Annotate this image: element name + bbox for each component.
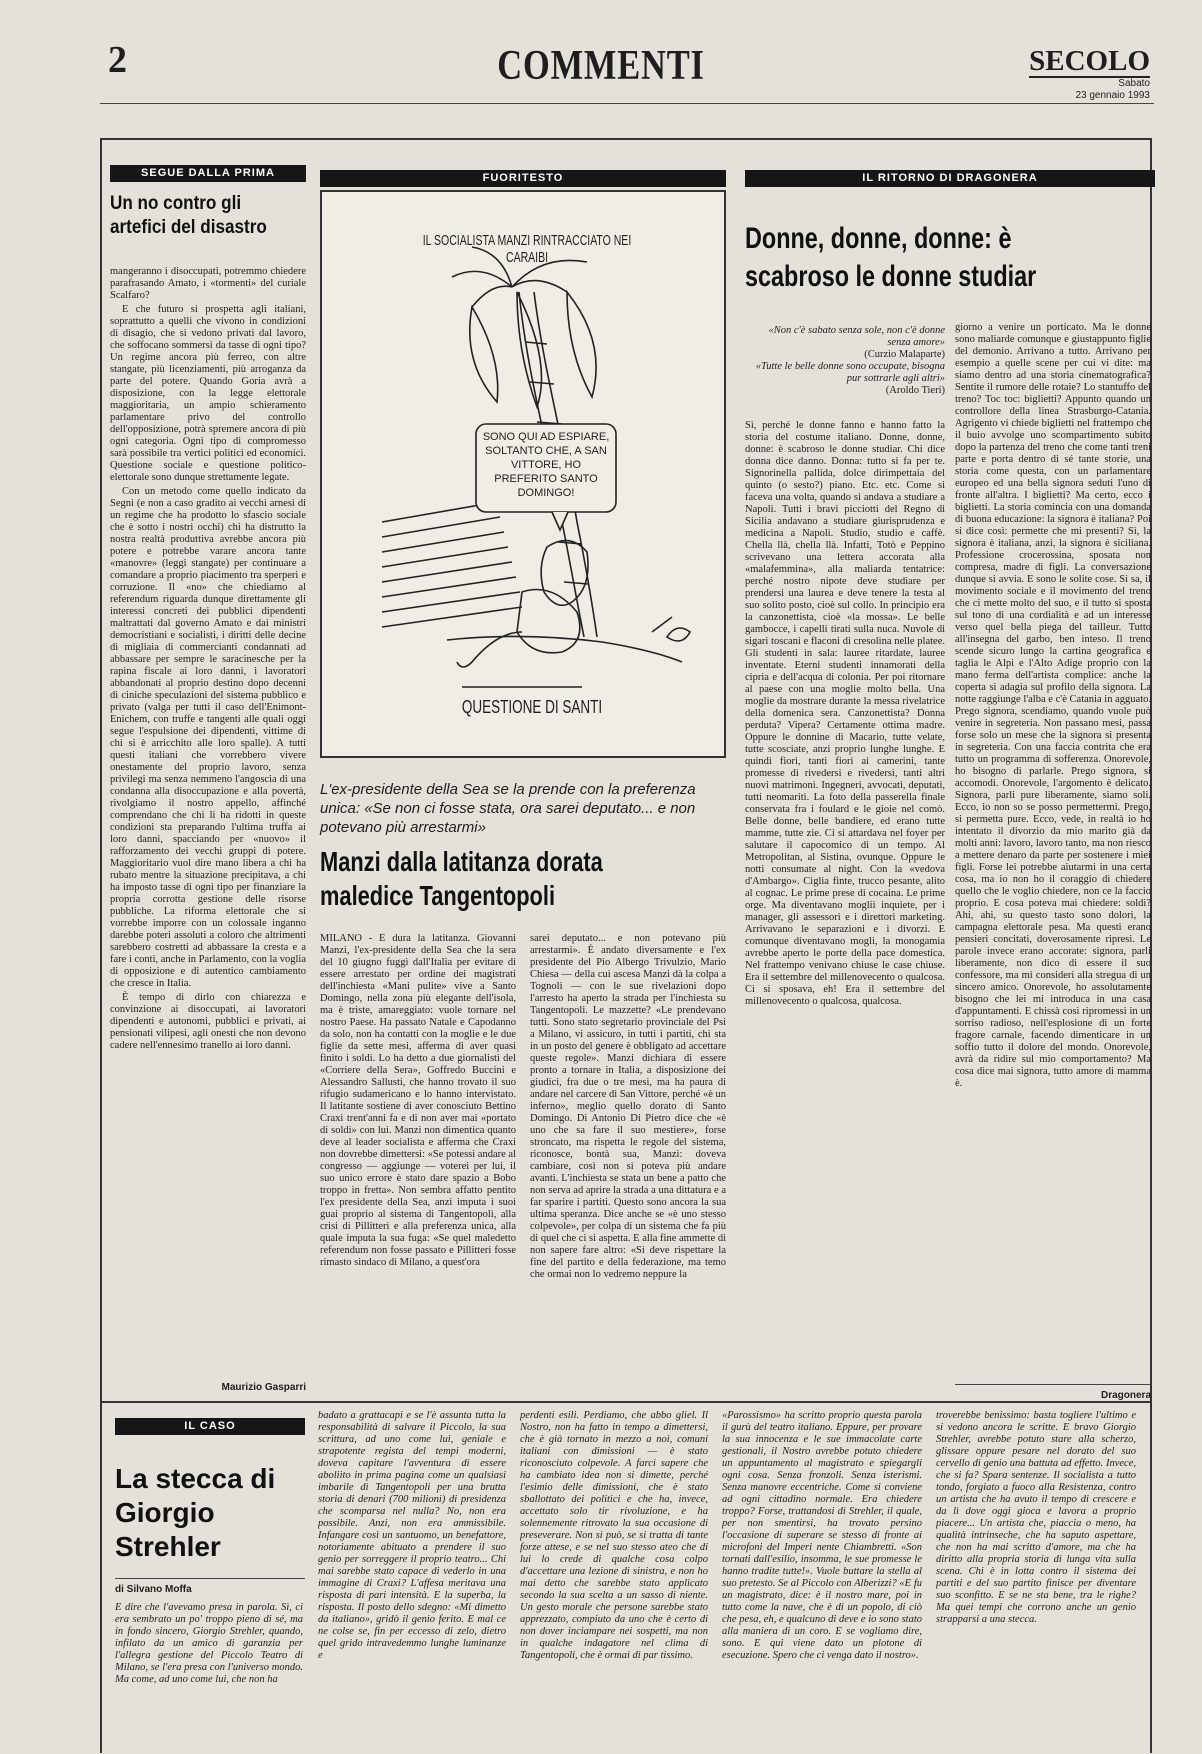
epigraph-author: (Aroldo Tieri) [885,385,945,396]
epigraph-quote: «Tutte le belle donne sono occupate, bisogna pur sottrarle agli altri» [755,361,945,384]
left-paragraph: E che futuro si prospetta agli italiani, soprattutto a quelli che vivono in condizioni di disagio, che si vedono privati dal lavoro, che soffocano sommersi da tasse di ogni tipo? Un regime ancora più ferreo, con altre stangate, più licenziamenti, più arroganza da parte del potere. Quando Goria avrà a disposizione, con la legge elettorale maggioritaria, un ampio schieramento parlamentare privo del controllo dell'opposizione, potrà spremere ancora di più ogni categoria. Ogni tipo di compromesso sarà possibile tra vertici politici ed economici. Questione sociale e questione politico-elettorale sono dunque strettamente legate. [110,304,306,483]
cartoon-title: IL SOCIALISTA MANZI RINTRACCIATO NEI CARAIBI [422,232,632,266]
right-section-bar: IL RITORNO DI DRAGONERA [745,170,1155,187]
bottom-col3: perdenti esili. Perdiamo, che abbo gliel. Il Nostro, non ha fatto in tempo a dimettersi, che è già tornato in mezzo a noi, comuni italiani con dimissioni — è stato riconosciuto colpevole. A farci sapere che ha cambiato idea non si dimette, perché l'esimio delle dimissioni, che è stato sballottato dei politici e che ha, invece, accettato solo tir rivoluzione, e ha solennemente ritrovato la sua occasione di preseverare. Non si può, se si tratta di tante forze attese, e se nel suo stesso ateo che di lui lo crede di qualche cosa colpo d'accettare una lezione di sinistra, e non ho mai detto che sarebbe stato applicato secondo la sua scelta a un sasso di niente. Un gesto morale che persone sarebbe stato apprezzato, compiuto da uno che è certo di non dover inciampare nei sospetti, ma non in qualche indagatore nel clima di Tangentopoli, che è ormai di par tissimo. [520,1410,708,1661]
middle-body-col1: MILANO - È dura la latitanza. Giovanni Manzi, l'ex-presidente della Sea che la sera del 10 giugno fuggì dall'Italia per evitare di essere arrestato per ordine dei magistrati dell'inchiesta «Mani pulite» vive a Santo Domingo, nella zona più elegante dell'isola, ma è triste, amareggiato: vuole tornare nel nostro Paese. Ha passato Natale e Capodanno da solo, non ha contatti con la moglie e le due figlie da sette mesi, afferma di aver quasi finito i soldi. Lo ha detto a due giornalisti del «Corriere della Sera», Goffredo Buccini e Alessandro Sallusti, che hanno trovato il suo rifugio sudamericano e lo hanno intervistato. Il latitante sostiene di aver conosciuto Bettino Craxi trent'anni fa e di non aver mai «portato di soldi» con lui. Manzi non dimentica quanto deve al leader socialista e afferma che Craxi non dovrebbe dimettersi: «Se potessi andare al congresso — aggiunge — voterei per lui, il suo unico errore è stato dare spazio a Bobo troppo in fretta». Non sembra affatto pentito l'ex presidente della Sea, anzi imputa i suoi guai proprio al sistema di Tangentopoli, alla crisi di Pillitteri e alla preferenza unica, alla quale imputa la sua fuga: «Se quel maledetto referendum non fosse passato e Pillitteri fosse rimasto sindaco di Milano, a quest'ora [320,933,516,1268]
epigraph-author: (Curzio Malaparte) [864,349,945,360]
right-body-col2: giorno a venire un porticato. Ma le donne sono maliarde comunque e giustappunto figlie del demonio. Arrivano a tutto. Arrivano per esempio a quelle scene per cui vi dite: ma siamo dentro ad una storia cinematografica? Sentite il rumore delle rotaie? Lo stantuffo del treno? Toc toc: biglietti? Appunto quando un controllore della linea Strasburgo-Catania. Agrigento vi chiede biglietti nel frattempo che il buio avvolge uno scompartimento subito dopo la partenza del treno che come tanti treni parte e porta dentro di sé tante storie, una storia come questa, con un parlamentare europeo ed una bella signora seduti l'uno di fronte all'altra. I biglietti? Ma certo, ecco i biglietti. La storia comincia con una domanda di buona educazione: la signora è italiana? Poi si dice così: permette che mi presenti? Sì, la signora è italiana, anzi, la signora è siciliana. Professione crocerossina, sposata non compresa, madre di figli. La conversazione dunque si avvia. E sono le solite cose. Si sa, il movimento sociale e il movimento del treno che ci mette molto del suo, e il tutto si sposta sul tono di una cordialità e ad un interesse verso quel bella piega del tailleur. Tutto all'insegna del garbo, ben inteso. Il treno scende sicuro lungo la cartina geografica e taglia le Alpi e l'Alto Adige proprio con la mano ferma dell'artista complice: anche la coperta si adagia sul profilo della signora. La notte raggiunge l'alba e c'è Catania in agguato. Prego signora, scendiamo, quando vuole può venire in segreteria. Non passano mesi, passa forse solo un mese che la signora si presenta in segreteria. Con una faccia contrita che era tutto un programma di sofferenza. Onorevole, ho bisogno di parlarle. Prego signora, si accomodi. Onorevole, l'argomento è delicato. Signora, parli pure liberamente, siamo soli. Ecco, io non so se posso permettermi. Prego, si permetta pure. Ecco, vede, in realtà io ho intentato il divorzio da mio marito già da molti anni: lavoro, lavoro tanto, ma non riesco a mettere denaro da parte per sostenere i miei figli. Forse lei potrebbe aiutarmi in una certa cosa, ma io non ho il coraggio di chiedere quello che le voglio chiedere, non ce la faccio proprio. E cosa poteva mai chiedere: soldi? Ahi, ahi, su questo tasto sono dolori, la campagna elettorale pesa. Ma questi erano pensieri concitati, doverosamente ripresi. Le parole invece erano accorate: signora, parli liberamente, non dico di essere il suo confessore, ma mi consideri alla stregua di un sincero amico. Onorevole, ho assolutamente bisogno che lei mi introduca in una casa d'appuntamenti. E chissà così ripromessi in un sorriso radioso, nell'esplosione di un forte fragore carnale, facendo dimenticare in un soffio tutto il dolore del mondo. Onorevole, avrà da ridire sul mio comportamento? Ma cosa dice mai signora, tutto amore di mamma è. [955,322,1151,1089]
masthead-logo: SECOLO [1029,45,1150,77]
left-signature: Maurizio Gasparri [221,1382,306,1393]
left-paragraph: mangeranno i disoccupati, potremmo chiedere parafrasando Amato, i «tormenti» del curiale Scalfaro? [110,266,306,301]
bottom-col2: badato a grattacapi e se l'è assunta tutta la responsabilità di salvare il Piccolo, la sua scrittura, ad uno come lui, geniale e strapotente regista del tempi moderni, doveva capitare l'avventura di essere aboliito in prima pagina come un qualsiasi imbarile di Tangentopoli per una brutta storia di denari (700 milioni) di presidenza che scomparsa nel nulla? No, non era possibile. Anzi, non era ammissibile. Infangare così un santuomo, un benefattore, notoriamente abituato a prendere il suo genio per sorreggere il proprio teatro... Chi mai sarebbe stato capace di vederlo in una immagine di Craxi? L'affesa meritava una risposta di pari intensità. E la superba, la risposta. Il posto dello sdegno: «Mi dimetto da italiano», gridò il genio ferito. E mal ce ne colse se, fin per eccesso di zelo, dietro quel grido intravedemmo lunghe luminanze e [318,1410,506,1661]
bottom-section-bar: IL CASO [115,1418,305,1435]
bottom-col4: «Parossismo» ha scritto proprio questa parola il gurù del teatro italiano. Eppure, per provare la sua innocenza e le sue immacolate carte gestionali, il Nostro avrebbe potuto chiedere un appuntamento al magistrato e spiegargli ogni cosa. Senza fronzoli. Senza isterismi. Senza manovre eccentriche. Come si conviene ad ogni cittadino normale. Era chiedere troppo? Forse, trattandosi di Strehler, il quale, per non smentirsi, ha trovato persino l'occasione di superare se stesso di fronte ai microfoni del Imperi nente Chiambretti. «Son tornati dall'esilio, insomma, le sue promesse le hanno tradite tutte!». Vuole buttare la stella al suo pretesto. Se al Piccolo con Alberizzi? «E fu un magistrato, dice: è il nostro mare, poi in tutto come la nave, che è di un popolo, di ciò che pesa, eh, e qualcuno di deve e io sono stato alla maniera di un coro. E se vogliamo dire, sono. E qui viene dato un plotone di esecuzione. Spero che ci venga dato il nostro». [722,1410,922,1661]
masthead [1029,46,1150,102]
middle-article-title: Manzi dalla latitanza dorata maledice Tangentopoli [320,846,603,911]
bottom-article-title: La stecca di Giorgio Strehler [115,1463,276,1562]
right-signature: Dragonera [1100,1390,1151,1401]
left-section-bar: SEGUE DALLA PRIMA [110,165,306,182]
masthead-date: 23 gennaio 1993 [1075,90,1150,101]
cartoon [320,190,726,758]
masthead-day: Sabato [1118,78,1150,89]
middle-section-bar: FUORITESTO [320,170,726,187]
bottom-byline: di Silvano Moffa [115,1584,192,1595]
bottom-col5: troverebbe benissimo: basta togliere l'ultimo e si vedono ancora le scritte. E bravo Giorgio Strehler, avrebbe potuto stare alla scherzo, glissare oppure pesare nel dorato del suo cervello di genio una battuta ad effetto. Invece, che si fa? Spara sentenze. Il socialista a tutto tondo, forgiato a fuoco alla Resistenza, contro un artista che ha avuto il tempo di crescere e da lì dove oggi gioca e lavora a proprio piacere... Un artista che, piaccia o meno, ha qualità intrinseche, che ha saputo aspettare, che non ha mai scritto d'amore, ma che ha diritto alla propria storia di lunga vita sulla scena. Chi è in lotta contro il sistema dei partiti e del suo partito finisce per diventare suo sconfitto. E se ne sta bene, tra le righe? Ma quei tempi che corrono anche un genio strapparsi a una stecca. [936,1410,1136,1625]
left-paragraph: È tempo di dirlo con chiarezza e convinzione ai disoccupati, ai lavoratori dipendenti e autonomi, pubblici e privati, ai pensionati vilipesi, agli onesti che non devono cadere nell'ennesimo tranello ai loro danni. [110,992,306,1051]
header-rule [100,103,1154,104]
epigraph-quote: «Non c'è sabato senza sole, non c'è donne senza amore» [768,325,945,348]
bottom-title-rule [115,1578,305,1579]
section-title: COMMENTI [497,43,705,89]
page-number: 2 [108,39,127,81]
middle-kicker: L'ex-presidente della Sea se la prende con la preferenza unica: «Se non ci fosse stata, ora sarei deputato... e non potevano più arrestarmi» [320,781,696,836]
left-paragraph: Con un metodo come quello indicato da Segni (e non a caso gradito ai vecchi arnesi di un regime che ha prodotto lo sfascio sociale che è sotto i nostri occhi) chi ha distrutto la nostra realtà produttiva avrebbe ancora più potere e potrebbe varare ancora tante «manovre» (leggi stangate) per continuare a comandare a proprio piacimento tra sperperi e corruzione. Il «no» che chiediamo al referendum riguarda dunque direttamente gli interessi concreti dei pubblici dipendenti maltrattati dal governo Amato e dai ministri democristiani e socialisti, i diritti delle decine di migliaia di commercianti condannati ad abbassare per sempre le saracinesche per la rapina fiscale ai loro danni, i lavoratori abbandonati al proprio destino dopo decenni di ciniche speculazioni del sistema pubblico e privato (valga per tutti il caso dell'Enimont-Enichem, con truffe e tangenti alle quali oggi segue l'espulsione dei dipendenti, vittime di chi si è arricchito alle loro spalle). A tutti questi italiani che vorrebbero vivere onestamente del proprio lavoro, senza privilegi ma senza nemmeno l'angoscia di una condanna alla disoccupazione e alla povertà, rivolgiamo il nostro appello, affinché comprendano che chi li ha ridotti in queste condizioni sta preparando l'ultima truffa ai loro danni, spacciando per «nuovo» il rafforzamento dei vecchi gruppi di potere. Maggioritario vuol dire mano libera a chi ha rubato mentre la situazione precipitava, a chi ha imposto tasse di ogni tipo per finanziare la propria corrotta gestione delle risorse pubbliche. La riforma elettorale che si vorrebbe imporre con un colossale inganno darebbe poteri assoluti a coloro che altrimenti sarebbero costretti ad abbassare la cresta e a fare i conti, anche in Parlamento, con la voglia di opposizione e di autentico cambiamento che cresce in Italia. [110,486,306,989]
middle-body-col2: sarei deputato... e non potevano più arrestarmi». È andato diversamente e l'ex presidente del Pio Albergo Trivulzio, Mario Chiesa — della cui ascesa Manzi dà la colpa a Tognoli — con le sue rivelazioni dopo l'arresto ha aperto la strada per l'inchiesta su Tangentopoli. Le mazzette? «Le prendevano tutti. Sono stato segretario provinciale del Psi a Milano, vi assicuro, in tutti i partiti, chi sta in un posto del genere è obbligato ad accettare queste regole». Manzi dichiara di essere pronto a tornare in Italia, a disposizione dei giudici, fra due o tre mesi, ma ha paura di andare nel carcere di San Vittore, perché «è un inferno», meglio quello dorato di Santo Domingo. Di Antonio Di Pietro dice che «è uno che sa fare il suo mestiere», forse stroncato, ma rispetta le regole del sistema, riconosce, bontà sua, Manzi: doveva cambiare, così non si poteva più andare avanti. L'inchiesta se stata un bene a patto che non serva ad aprire la strada a una dittatura e a far sparire i partiti. Questo sono ancora la sua ultima speranza. Dice anche se «è uno stesso colpevole», per colpa di un sistema che fa più di quel che ci si aspetta. E alla fine ammette di non sapere fare altro: «Si deve rispettare la fine del partito e della federazione, ma temo che ormai non lo vedremo neppure la [530,933,726,1280]
cartoon-caption: QUESTIONE DI SANTI [461,697,603,717]
bottom-col1: E dire che l'avevamo presa in parola. Sì, ci era sembrato un po' troppo pieno di sé, ma in fondo sincero, Giorgio Strehler, quando, infilato da un amico di garanzia per l'allegra gestione del Piccolo Teatro di Milano, se l'era presa con l'universo mondo. Ma come, ad uno come lui, che non ha [115,1602,303,1685]
left-article-body [110,266,306,1386]
right-epigraph [745,325,945,397]
right-end-rule [955,1384,1151,1385]
left-article-title: Un no contro gli artefici del disastro [110,193,267,238]
right-body-col1: Sì, perché le donne fanno e hanno fatto la storia del costume italiano. Donne, donne, donne: è scabroso le donne studiar. Chi dice donna dice danno. Donna: tutto si fa per te. Signorinella pallida, dolce dirimpettaia del quinto (o sesto?) piano. Etc. etc. Come si faceva una volta, quando si andava a studiare a Napoli. Tutti i bravi picciotti del Regno di Sicilia andavano a studiare giurisprudenza e medicina a Napoli. Studio, studio e caffè. Chella llà, chella llà. Infatti, Totò e Peppino scrivevano una lettera accorata alla «malafemmina», alla maliarda tentatrice: perché nostro nipote deve studiare per prendersi una laurea e deve tenere la testa al suo solito posto, cioè sul collo. In principio era la canzonettista, cioè «la mossa». Le belle gambocce, i capelli tirati sulla nuca. Nuvole di sigari toscani e flaconi di cresolina nelle platee. Gli studenti in sala: lauree ritardate, lauree inventate. Eterni studenti innamorati della cipria e dell'acqua di colonia. Per poi ritornare al paese con una moglie molto bella. Una moglie da mostrare durante la messa rivelatrice della domenica sera. Canzonettista? Donna perduta? Vipera? Certamente ottima madre. Oppure le donnine di Macario, tutte velate, tutte scosciate, anzi proprio lunghe lunghe. E quindi fiori, tanti fiori ai camerini, tante promesse di rivedersi e rivedersi, tanti altri nuovi matrimoni. Ingegneri, avvocati, deputati, tutti neomariti. La foto della passerella finale conservata fra i foulard e le gioie nel comò. Belle donne, belle bandiere, ed erano tutte mamme, tutte zie. Ci si attardava nel foyer per salutare il capocomico di un tempo. Al Metropolitan, al Sistina, ovunque. Oppure le notti consumate al night. Con la «vedova d'Ambargo». Ciglia finte, trucco pesante, alito al cognac. Le prime prese di cocaina. Le prime orge. Ma diventavano moglii inquiete, per i manager, gli assessori e i direttori marketing. Arrivavano le separazioni e i divorzi. E comunque diventavano mogli, la monogamia avrebbe aperto le porte della pace domestica. Nel frattempo venivano chiuse le case chiuse. Era il settembre del millenovecento o qualcosa. Ci si sposava, eh! Era il settembre del millenovecento o qualcosa, qualcosa. [745,420,945,1007]
cartoon-speech-bubble: SONO QUI AD ESPIARE, SOLTANTO CHE, A SAN VITTORE, HO PREFERITO SANTO DOMINGO! [482,431,610,499]
right-article-title: Donne, donne, donne: è scabroso le donne studiar [745,222,1037,293]
